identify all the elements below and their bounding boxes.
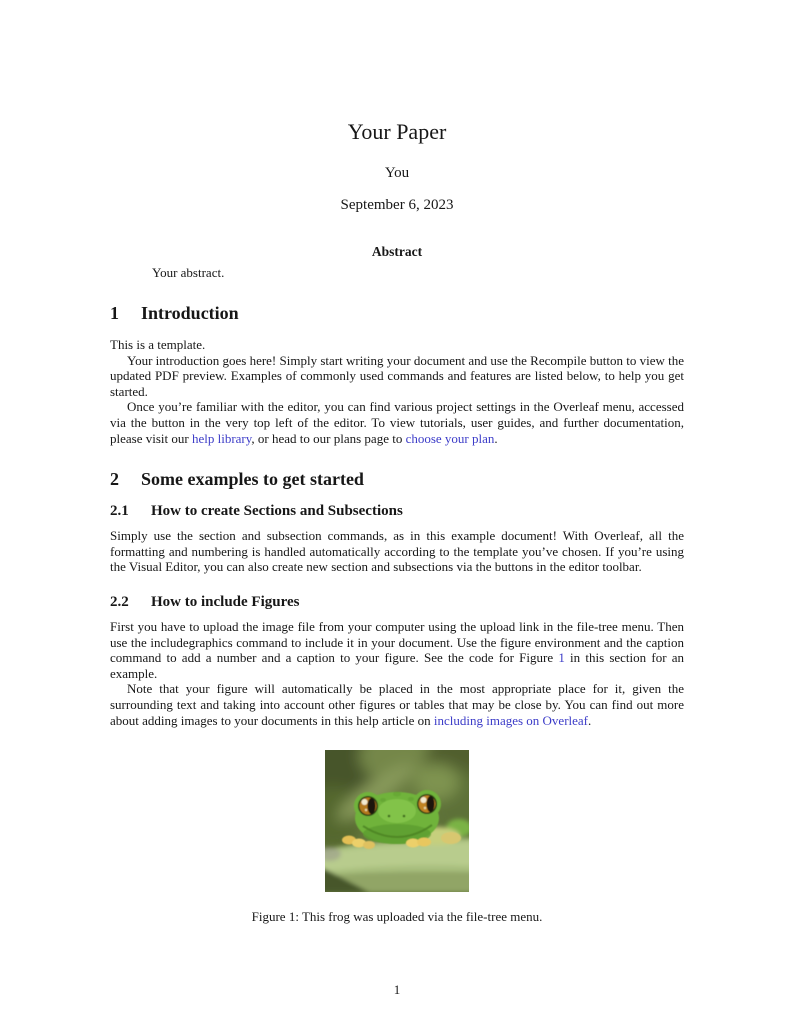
intro-paragraph-3 xyxy=(110,399,684,446)
subsection-2-2-title: How to include Figures xyxy=(151,593,300,610)
section-2-title: Some examples to get started xyxy=(141,469,364,490)
abstract-heading: Abstract xyxy=(371,244,423,259)
intro-paragraph-2: Your introduction goes here! Simply start writing your document and use the Recompile button to view the updated PDF preview. Examples of commonly used commands and features are listed below, to help you get started. xyxy=(110,352,684,399)
figure-1-ref-link[interactable]: 1 xyxy=(558,650,565,666)
choose-your-plan-link[interactable]: choose your plan xyxy=(405,430,495,446)
sub22-p2-text-1: Note that your figure will automatically be placed in the most appropriate place for it, given the surrounding text and taking into account other figures or tables that may be close by. You can find out more about adding images to your documents in this help article on xyxy=(110,681,684,728)
sub22-p2-text-2: . xyxy=(588,712,592,728)
including-images-link[interactable]: including images on Overleaf xyxy=(433,712,589,728)
paper-title: Your Paper xyxy=(347,119,447,144)
subsection-2-1-number: 2.1 xyxy=(110,503,129,520)
section-1-heading xyxy=(110,302,684,324)
paper-date: September 6, 2023 xyxy=(340,197,454,213)
section-2-number: 2 xyxy=(110,469,119,490)
intro-p3-text-1: Once you’re familiar with the editor, you can find various project settings in the Overleaf menu, accessed via the button in the very top left of the editor. To view tutorials, user guides, and further documentation, please visit our xyxy=(110,399,684,446)
abstract-text: Your abstract. xyxy=(152,265,225,280)
section-2-heading xyxy=(110,468,684,490)
subsection-2-2-number: 2.2 xyxy=(110,593,129,610)
section-1-number: 1 xyxy=(110,303,119,323)
intro-p3-text-2: , or head to our plans page to xyxy=(251,430,406,446)
sub22-p1-text-2: in this section for an example. xyxy=(110,650,685,681)
intro-p3-text-3: . xyxy=(494,430,498,446)
help-library-link[interactable]: help library xyxy=(191,430,252,446)
frog-photo xyxy=(325,750,469,892)
subsection-2-2-paragraph-2 xyxy=(110,681,684,728)
subsection-2-1-paragraph: Simply use the section and subsection commands, as in this example document! With Overleaf, all the formatting and numbering is handled automatically according to the template you’ve chosen. If you’re using the Visual Editor, you can also create new section and subsections via the buttons in the editor toolbar. xyxy=(110,528,684,575)
page-number: 1 xyxy=(393,982,401,997)
figure-1 xyxy=(110,750,684,892)
subsection-2-2-paragraph-1 xyxy=(110,619,684,681)
page-content xyxy=(110,0,684,924)
figure-caption: Figure 1: This frog was uploaded via the file-tree menu. xyxy=(251,909,543,925)
section-1-title: Introduction xyxy=(141,303,239,323)
subsection-2-1-title: How to create Sections and Subsections xyxy=(151,503,403,520)
subsection-2-2-heading xyxy=(110,593,684,611)
subsection-2-1-heading xyxy=(110,502,684,520)
paper-author: You xyxy=(384,165,410,181)
intro-paragraph-1: This is a template. xyxy=(110,337,206,352)
sub22-p1-text-1: First you have to upload the image file from your computer using the upload link in the file-tree menu. Then use the includegraphics command to include it in your document. Use the figure environment and the caption command to add a number and a caption to your figure. See the code for Figure xyxy=(110,618,684,666)
